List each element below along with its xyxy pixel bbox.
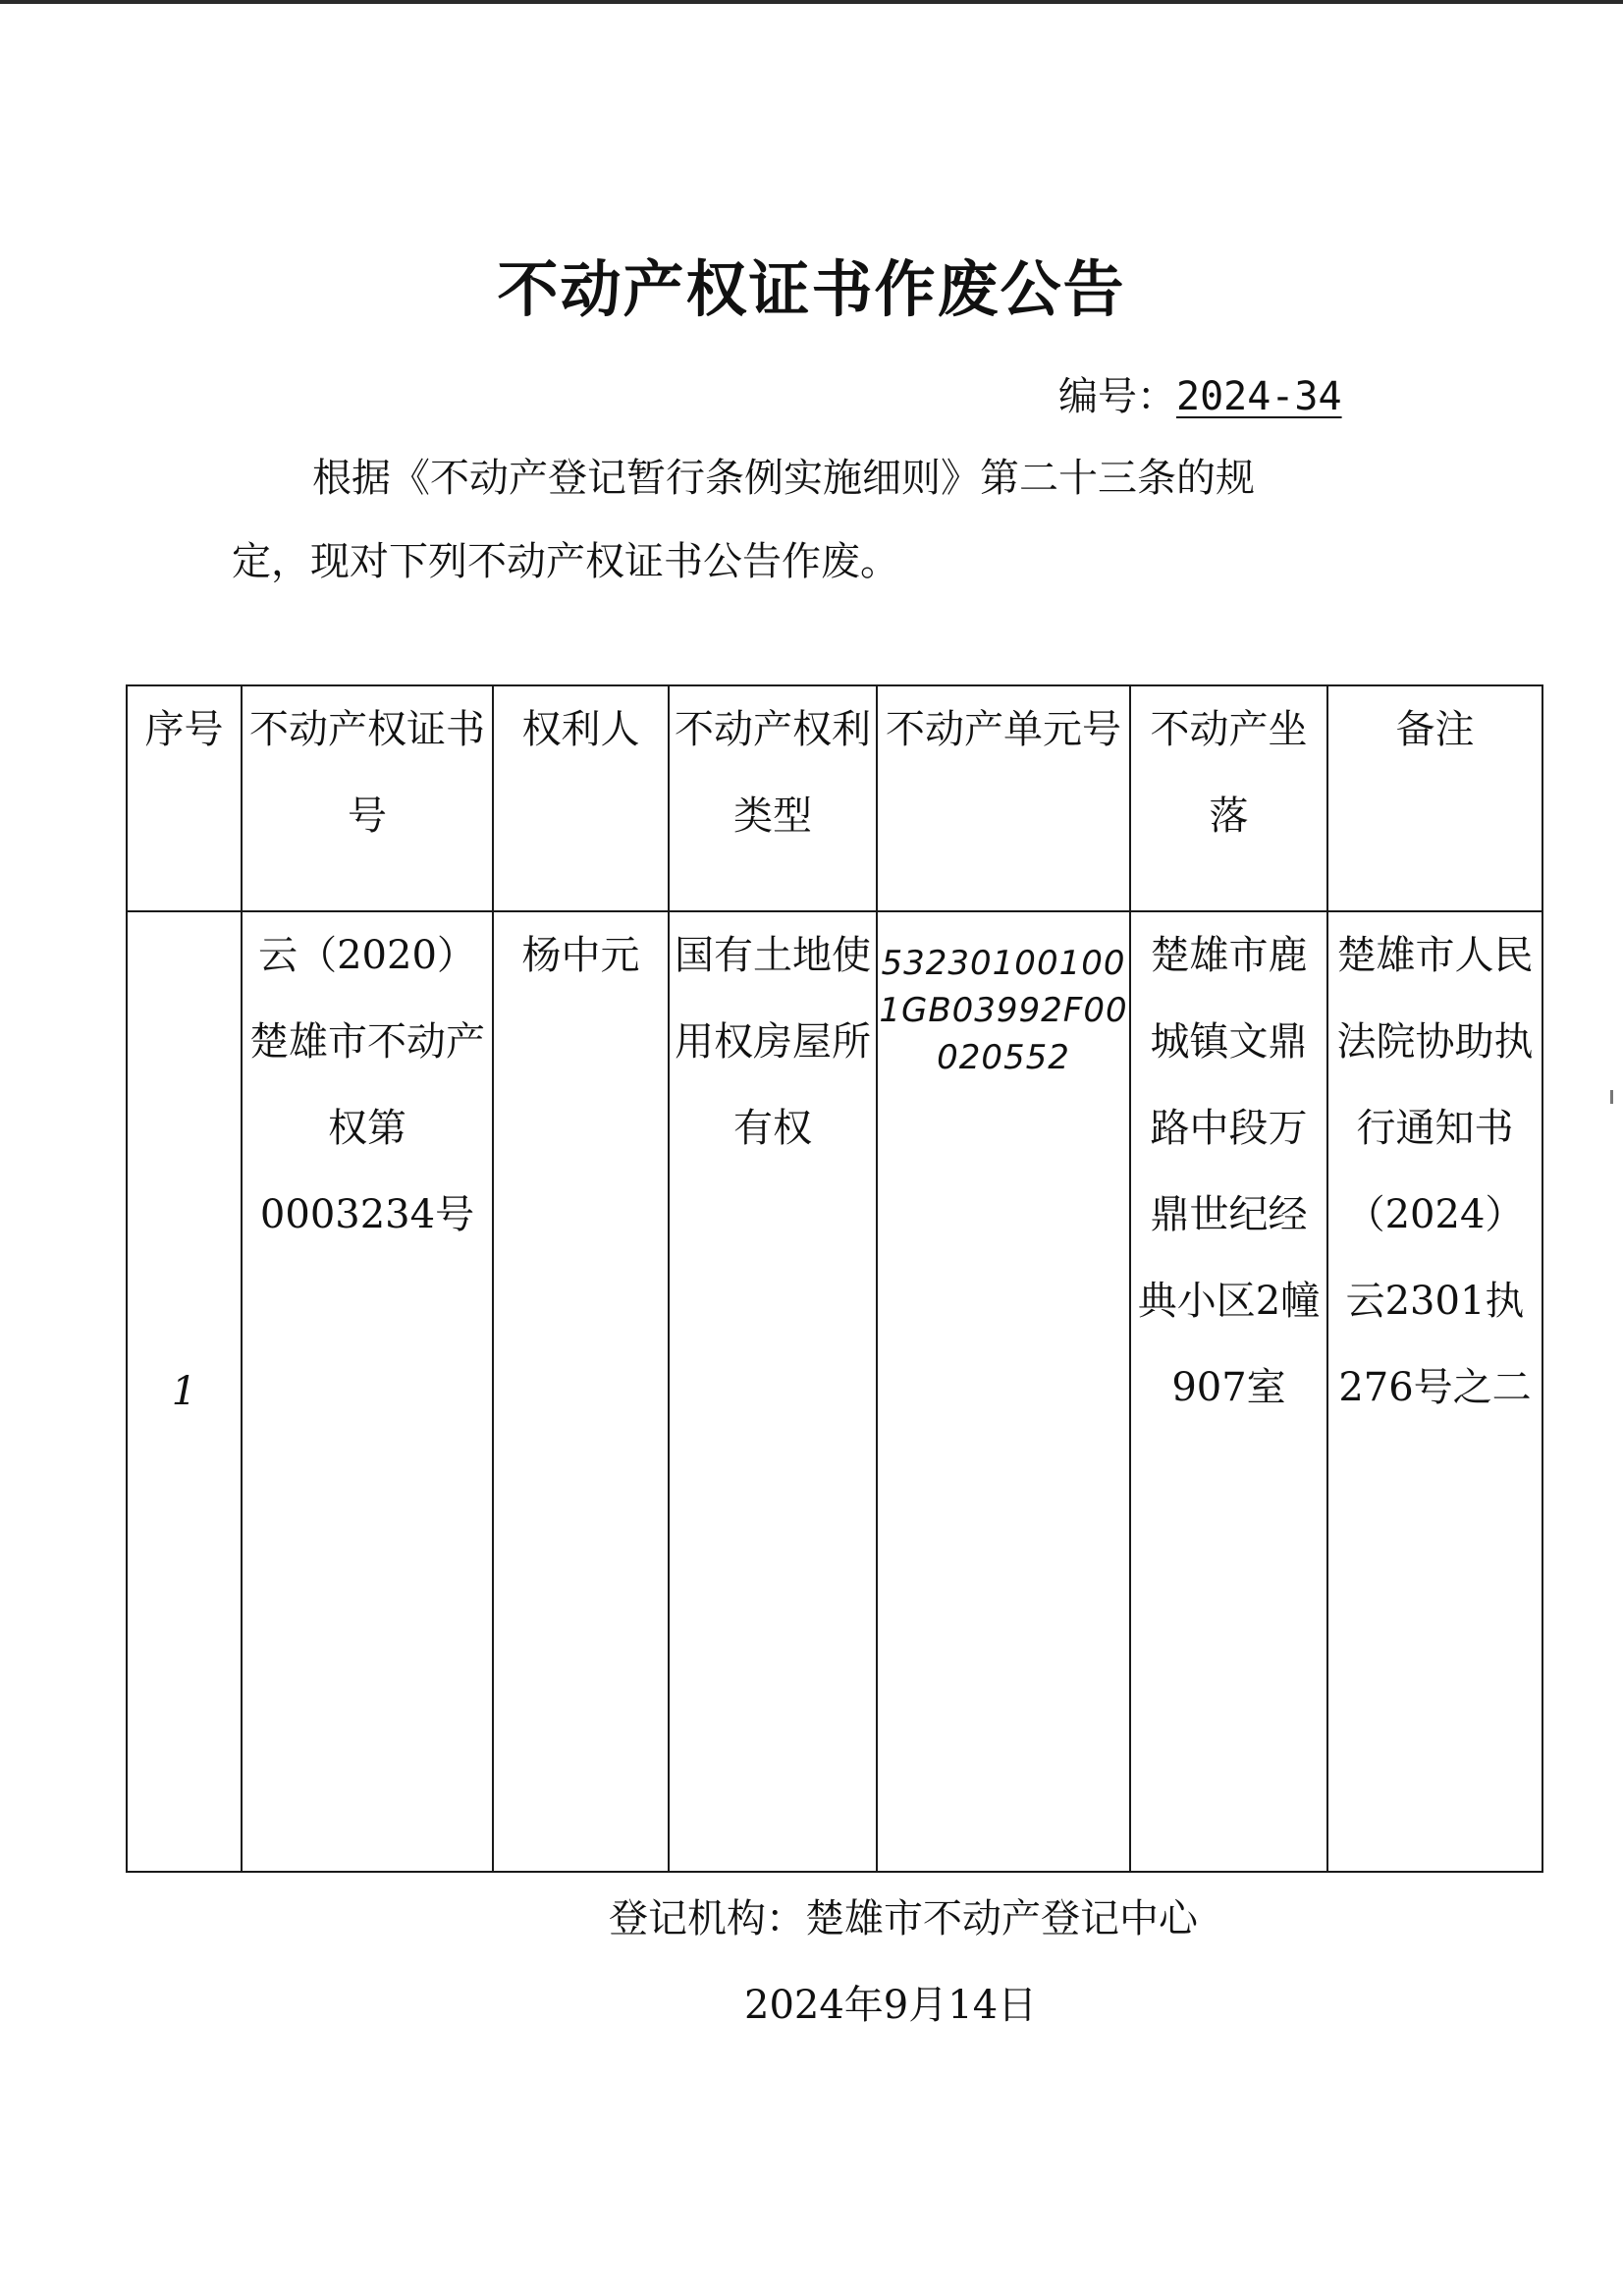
notice-date: 2024年9月14日 — [744, 1983, 1038, 2028]
row-right-type: 国有土地使用权房屋所有权 — [669, 911, 877, 1872]
intro-line-2: 定，现对下列不动产权证书公告作废。 — [232, 539, 899, 584]
scan-artifact — [1610, 1090, 1613, 1104]
notice-title: 不动产权证书作废公告 — [497, 253, 1126, 325]
scan-top-border — [0, 0, 1623, 4]
document-number-value: 2024-34 — [1176, 374, 1342, 419]
table-header-row — [127, 685, 1542, 911]
handwritten-unit-no: 532301001001GB03992F00020552 — [879, 944, 1128, 1077]
header-right-type: 不动产权利类型 — [669, 685, 877, 911]
document-number-label: 编号： — [1058, 374, 1176, 419]
row-unit-no — [877, 911, 1130, 1872]
row-location: 楚雄市鹿城镇文鼎路中段万鼎世纪经典小区2幢907室 — [1130, 911, 1327, 1872]
document-number — [1058, 365, 1342, 421]
row-seq: 1 — [127, 911, 242, 1872]
header-seq: 序号 — [127, 685, 242, 911]
header-cert-no: 不动产权证书号 — [242, 685, 493, 911]
header-remark: 备注 — [1327, 685, 1542, 911]
registration-agency: 登记机构：楚雄市不动产登记中心 — [609, 1896, 1198, 1941]
row-remark: 楚雄市人民法院协助执行通知书（2024）云2301执276号之二 — [1327, 911, 1542, 1872]
header-owner: 权利人 — [493, 685, 669, 911]
header-location: 不动产坐落 — [1130, 685, 1327, 911]
void-certificate-table — [126, 684, 1543, 1873]
row-cert-no: 云（2020）楚雄市不动产权第0003234号 — [242, 911, 493, 1872]
header-unit-no: 不动产单元号 — [877, 685, 1130, 911]
table-row — [127, 911, 1542, 1872]
intro-line-1: 根据《不动产登记暂行条例实施细则》第二十三条的规 — [312, 456, 1255, 501]
row-owner: 杨中元 — [493, 911, 669, 1872]
